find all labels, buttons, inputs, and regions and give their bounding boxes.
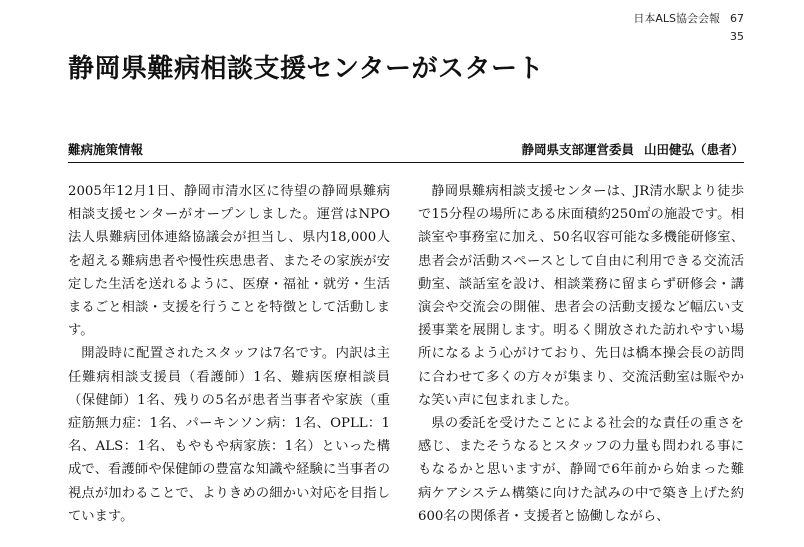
paragraph-opening: 2005年12月1日、静岡市清水区に待望の静岡県難病相談支援センターがオープンしました。運営はNPO法人県難病団体連絡協議会が担当し、県内18,000人を超える難病患者や慢性疾患患者、またその家族が安定した生活を送れるように、医療・福祉・就労・生活まるごと相談・支援を行うことを特徴として活動します。 <box>68 184 390 339</box>
page-number: 35 <box>730 30 744 43</box>
author-byline <box>521 140 744 158</box>
author-role: 静岡県支部運営委員 <box>521 142 634 157</box>
running-header <box>633 10 744 46</box>
article-category: 難病施策情報 <box>68 142 144 157</box>
paragraph-facility: 静岡県難病相談支援センターは、JR清水駅より徒歩で15分程の場所にある床面積約250㎡の施設です。相談室や事務室に加え、50名収容可能な多機能研修室、患者会が活動スペースとして自由に利用できる交流活動室、談話室を設け、相談業務に留まらず研修会・講演会や交流会の開催、患者会の活動支援など幅広い支援事業を展開します。明るく開放された訪れやすい場所になるよう心がけており、先日は橋本操会長の訪問に合わせて多くの方々が集まり、交流活動室は賑やかな笑い声に包まれました。 <box>418 184 744 408</box>
journal-issue-line <box>633 10 744 28</box>
paragraph-responsibility: 県の委託を受けたことによる社会的な責任の重さを感じ、またそうなるとスタッフの力量も問われる事にもなるかと思いますが、静岡で6年前から始まった難病ケアシステム構築に向けた試みの中で築き上げた約600名の関係者・支援者と協働しながら、 <box>418 416 744 524</box>
issue-number: 67 <box>730 12 744 25</box>
journal-name: 日本ALS協会会報 <box>633 12 720 25</box>
left-column <box>68 180 390 528</box>
header-divider <box>68 162 744 163</box>
author-name: 山田健弘（患者） <box>643 142 744 157</box>
article-title: 静岡県難病相談支援センターがスタート <box>68 54 544 84</box>
right-column <box>418 180 744 528</box>
paragraph-staff: 開設時に配置されたスタッフは7名です。内訳は主任難病相談支援員（看護師）1名、難病医療相談員（保健師）1名、残りの5名が患者当事者や家族（重症筋無力症：1名、パーキンソン病：1名、OPLL：1名、ALS：1名、もやもや病家族：1名）といった構成で、看護師や保健師の豊富な知識や経験に当事者の視点が加わることで、よりきめの細かい対応を目指しています。 <box>68 346 390 524</box>
article-meta <box>68 140 744 158</box>
